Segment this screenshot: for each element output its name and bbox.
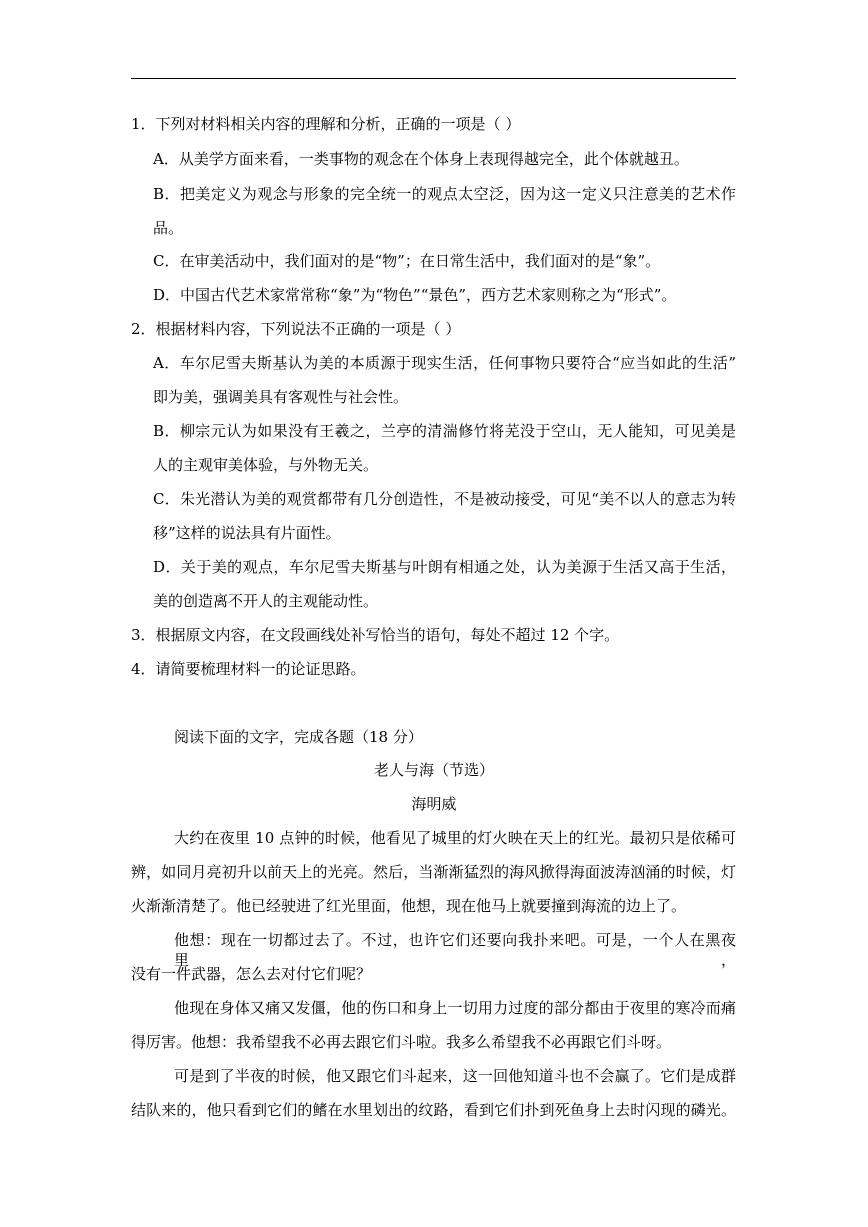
reading-author-text: 海明威 bbox=[411, 795, 457, 813]
reading-title bbox=[0, 760, 868, 780]
question-1-option-c: C．在审美活动中，我们面对的是“物”；在日常生活中，我们面对的是“象”。 bbox=[153, 252, 661, 270]
question-2-option-d: D．关于美的观点，车尔尼雪夫斯基与叶朗有相通之处，认为美源于生活又高于生活， bbox=[153, 558, 736, 576]
question-1-stem: 1．下列对材料相关内容的理解和分析，正确的一项是（ ） bbox=[131, 115, 521, 133]
question-2-option-c-cont: 移”这样的说法具有片面性。 bbox=[153, 524, 341, 542]
question-2-option-d-cont: 美的创造离不开人的主观能动性。 bbox=[153, 592, 379, 610]
story-paragraph-4-line-2: 结队来的，他只看到它们的鳍在水里划出的纹路，看到它们扑到死鱼身上去时闪现的磷光。 bbox=[131, 1101, 736, 1119]
story-paragraph-3-line-1: 他现在身体又痛又发僵，他的伤口和身上一切用力过度的部分都由于夜里的寒冷而痛 bbox=[174, 999, 736, 1017]
story-paragraph-1-line-1: 大约在夜里 10 点钟的时候，他看见了城里的灯火映在天上的红光。最初只是依稀可 bbox=[174, 829, 736, 847]
question-2-option-b: B．柳宗元认为如果没有王羲之，兰亭的清湍修竹将芜没于空山，无人能知，可见美是 bbox=[153, 422, 736, 440]
story-paragraph-3-line-2: 得厉害。他想：我希望我不必再去跟它们斗啦。我多么希望我不必再跟它们斗呀。 bbox=[131, 1033, 672, 1051]
question-1-option-b-cont: 品。 bbox=[153, 219, 184, 237]
question-1-option-d: D．中国古代艺术家常常称“象”为“物色”“景色”，西方艺术家则称之为“形式”。 bbox=[153, 286, 677, 304]
question-1-option-b: B．把美定义为观念与形象的完全统一的观点太空泛，因为这一定义只注意美的艺术作 bbox=[153, 185, 736, 203]
story-paragraph-1-line-3: 火渐渐清楚了。他已经驶进了红光里面，他想，现在他马上就要撞到海流的边上了。 bbox=[131, 897, 687, 915]
question-4-stem: 4．请简要梳理材料一的论证思路。 bbox=[131, 660, 366, 678]
story-paragraph-1-line-2: 辨，如同月亮初升以前天上的光亮。然后，当渐渐猛烈的海风掀得海面波涛汹涌的时候，灯 bbox=[131, 863, 736, 881]
question-3-stem: 3．根据原文内容，在文段画线处补写恰当的语句，每处不超过 12 个字。 bbox=[131, 626, 620, 644]
reading-title-text: 老人与海（节选） bbox=[373, 761, 494, 779]
story-paragraph-2-line-2: 没有一件武器，怎么去对付它们呢？ bbox=[131, 965, 372, 983]
question-2-option-a: A．车尔尼雪夫斯基认为美的本质源于现实生活，任何事物只要符合“应当如此的生活” bbox=[153, 354, 736, 372]
question-2-stem: 2．根据材料内容，下列说法不正确的一项是（ ） bbox=[131, 320, 461, 338]
question-2-option-c: C．朱光潜认为美的观赏都带有几分创造性，不是被动接受，可见“美不以人的意志为转 bbox=[153, 490, 736, 508]
story-paragraph-4-line-1: 可是到了半夜的时候，他又跟它们斗起来，这一回他知道斗也不会赢了。它们是成群 bbox=[174, 1067, 736, 1085]
reading-instruction: 阅读下面的文字，完成各题（18 分） bbox=[174, 728, 423, 746]
question-2-option-b-cont: 人的主观审美体验，与外物无关。 bbox=[153, 456, 379, 474]
question-1-option-a: A．从美学方面来看，一类事物的观念在个体身上表现得越完全，此个体就越丑。 bbox=[153, 150, 689, 168]
reading-author bbox=[0, 794, 868, 814]
header-rule bbox=[131, 78, 736, 79]
story-paragraph-2-line-1: 他想：现在一切都过去了。不过，也许它们还要向我扑来吧。可是，一个人在黑夜里， bbox=[174, 931, 736, 969]
question-2-option-a-cont: 即为美，强调美具有客观性与社会性。 bbox=[153, 388, 409, 406]
